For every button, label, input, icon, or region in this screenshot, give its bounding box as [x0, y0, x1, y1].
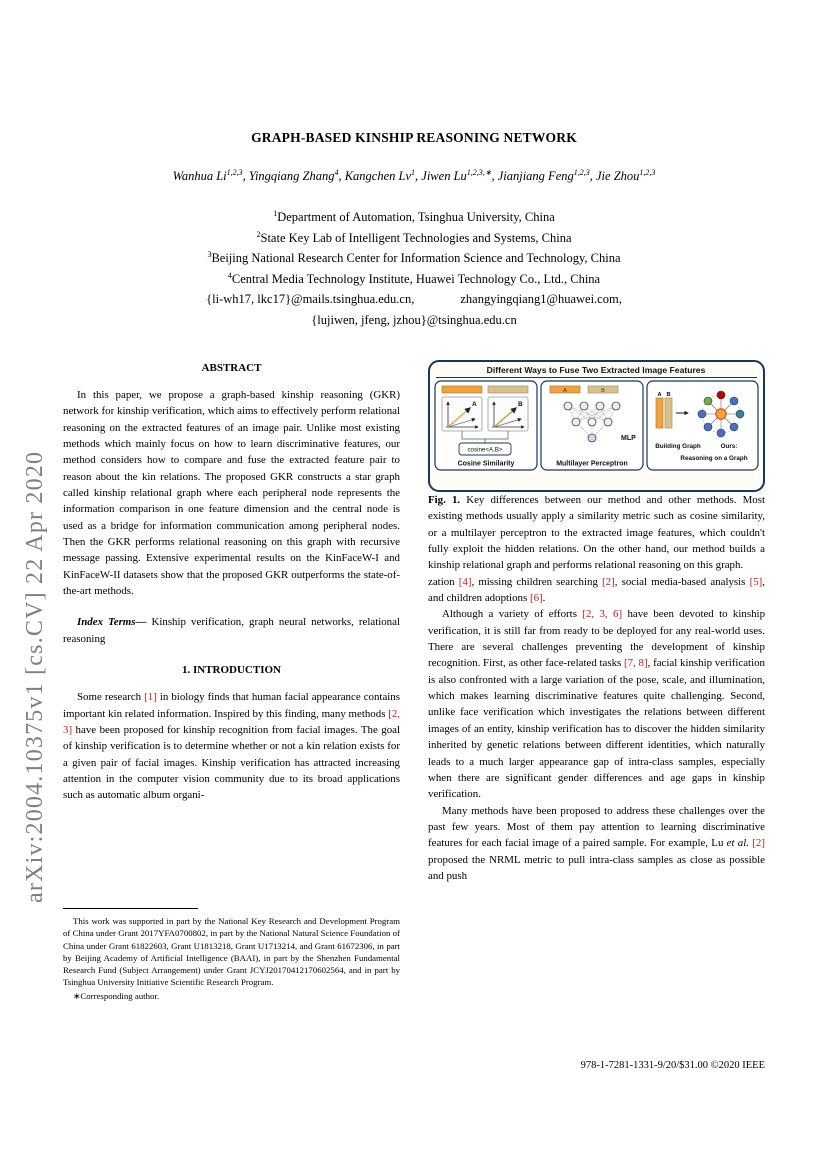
- intro-continued-paragraph: [428, 574, 765, 607]
- text-segment: Index Terms—: [77, 616, 147, 629]
- challenges-paragraph: [428, 606, 765, 802]
- graph-bar-b-label: B: [666, 392, 671, 398]
- footnote-text: This work was supported in part by the National Key Research and Development Program of China under Grant 2017YFA0700802, in part by the National Natural Science Foundation of China under Grant 61822603, Grant U1813218, Grant U1713214, and Grant 61672306, in part by Beijing Academy of Artificial Intelligence (BAAI), in part by the Shenzhen Fundamental Research Fund (Subject Arrangement) under Grant JCYJ20170412170602564, and in part by Tsinghua University Initiative Scientific Research Program.: [63, 916, 400, 988]
- building-graph-label: Building Graph: [655, 443, 701, 450]
- feature-bar-a: [656, 398, 663, 428]
- methods-paragraph: [428, 803, 765, 885]
- feature-bar-b: [665, 398, 672, 428]
- citation-link[interactable]: [4]: [458, 575, 472, 588]
- abstract-heading: ABSTRACT: [201, 362, 262, 374]
- text-segment: , missing children searching: [471, 575, 603, 588]
- reasoning-label: Reasoning on a Graph: [680, 455, 748, 462]
- text-segment: Many methods have been proposed to address these challenges over the past few years. Most of them pay attention to learning discriminative features for each facial image of a paired sample. For example, Lu: [428, 804, 765, 850]
- author-superscript: 1,2,3: [573, 167, 590, 177]
- feature-bar-a-label: A: [563, 388, 567, 394]
- citation-link[interactable]: [2]: [752, 837, 765, 850]
- feature-bar-b-label: B: [601, 388, 605, 394]
- author-superscript: 1,2,3: [639, 167, 656, 177]
- citation-link[interactable]: [1]: [144, 691, 157, 704]
- citation-link[interactable]: [2, 3, 6]: [582, 608, 623, 621]
- author-superscript: 1,2,3,∗: [466, 167, 492, 177]
- graph-central-node: [716, 409, 726, 419]
- text-segment: Fig. 1.: [428, 494, 461, 506]
- author-line: [40, 169, 788, 184]
- paper-title: GRAPH-BASED KINSHIP REASONING NETWORK: [251, 130, 577, 145]
- mlp-label: MLP: [621, 435, 636, 442]
- email-line: {li-wh17, lkc17}@mails.tsinghua.edu.cn, zhangyingqiang1@huawei.com,: [206, 292, 622, 306]
- graph-bar-a-label: A: [657, 392, 662, 398]
- author: Jie Zhou$^{1,2,3}$: [596, 167, 656, 183]
- affiliation-line: $^2$State Key Lab of Intelligent Technologies and Systems, China: [256, 229, 572, 245]
- text-segment: proposed the NRML metric to pull intra-class samples as close as possible and push: [428, 853, 765, 882]
- text-segment: , facial kinship verification is also confronted with a large variation of the pose, scale, and illumination, which makes learning discriminative features quite challenging. Second, unlike face verification which investigates the relations between different images of an entity, kinship verification has to discover the hidden similarity inherited by genetic relations between different identities, which naturally leads to a much larger appearance gap of intra-class samples, especially when there are significant gender differences and age gaps in kinship verification.: [428, 657, 766, 801]
- citation-link[interactable]: [2]: [602, 575, 615, 588]
- text-segment: , social media-based analysis: [614, 575, 750, 588]
- footnote-rule: [63, 908, 198, 909]
- arxiv-watermark: arXiv:2004.10375v1 [cs.CV] 22 Apr 2020: [22, 450, 48, 903]
- affiliation-line: $^3$Beijing National Research Center for Information Science and Technology, China: [207, 249, 621, 265]
- author-superscript: 1,2,3: [226, 167, 243, 177]
- text-segment: Some research: [77, 691, 145, 704]
- citation-link[interactable]: [2, 3]: [63, 707, 400, 736]
- text-segment: zation: [428, 575, 459, 588]
- affiliation-line: $^4$Central Media Technology Institute, Huawei Technology Co., Ltd., China: [227, 270, 601, 286]
- cosine-box-label: cosine<A,B>: [467, 446, 503, 454]
- text-segment: .: [542, 592, 546, 605]
- panel-cosine-label: Cosine Similarity: [457, 460, 515, 468]
- ours-label: Ours:: [720, 443, 738, 450]
- panel-graph: [647, 381, 758, 470]
- section-heading-introduction: 1. INTRODUCTION: [181, 664, 281, 677]
- right-column: [428, 360, 765, 884]
- text-segment: have been devoted to kinship verification, it is still far from ready to be deployed for any real-world uses. There are several challenges preventing the development of kinship recognition. First, as other face-related tasks: [428, 608, 766, 670]
- text-segment: have been proposed for kinship recognition from facial images. The goal of kinship verification is to determine whether or not a kin relation exists for a given pair of facial images. Kinship verification has attracted increasing attention in the computer vision community due to its broad applications such as automatic album organi-: [63, 723, 400, 802]
- author: Wanhua Li$^{1,2,3}$,: [172, 167, 249, 183]
- panel-cosine-similarity: [435, 381, 537, 470]
- text-segment: Kinship verification, graph neural networks, relational reasoning: [63, 616, 400, 645]
- author: Jianjiang Feng$^{1,2,3}$,: [497, 167, 596, 183]
- copyright-notice: 978-1-7281-1331-9/20/$31.00 ©2020 IEEE: [580, 1060, 765, 1071]
- figure-header: Different Ways to Fuse Two Extracted Image Features: [486, 365, 706, 375]
- figure-1: [428, 360, 765, 492]
- footnote: [63, 908, 400, 1002]
- panel-mlp: [541, 381, 643, 470]
- email-line: {lujiwen, jfeng, jzhou}@tsinghua.edu.cn: [311, 312, 517, 327]
- feature-bar-a: [442, 386, 482, 393]
- text-segment: in biology finds that human facial appearance contains important kin related information. Inspired by this finding, many methods: [63, 691, 400, 720]
- abstract-text: In this paper, we propose a graph-based kinship reasoning (GKR) network for kinship verification, which aims to effectively perform relational reasoning on the extracted features of an image pair. Unlike most existing methods which mainly focus on how to learn discriminative features, our method considers how to compare and fuse the extracted feature pair to reason about the kin relations. The proposed GKR constructs a star graph called kinship relational graph where each peripheral node represents the information comparison in one feature dimension and the central node is used as a bridge for information communication among peripheral nodes. Then the GKR performs relational reasoning on this graph with recursive message passing. Extensive experimental results on the KinFaceW-I and KinFaceW-II datasets show that the proposed GKR outperforms the state-of-the-art methods.: [63, 389, 400, 598]
- index-terms: [63, 614, 400, 647]
- author-superscript: 1: [411, 167, 416, 177]
- citation-link[interactable]: [5]: [749, 575, 763, 588]
- citation-link[interactable]: [6]: [529, 592, 543, 605]
- author-superscript: 4: [334, 167, 339, 177]
- corresponding-author-note: ∗Corresponding author.: [73, 990, 160, 1001]
- author: Jiwen $Lu^{1,2,3,∗}$,: [421, 167, 498, 183]
- text-segment: , and children adoptions: [428, 575, 765, 605]
- left-column: [63, 362, 400, 804]
- author: Kangchen Lv$^1$,: [344, 167, 422, 183]
- text-segment: et al.: [726, 837, 749, 850]
- affiliation-line: $^1$Department of Automation, Tsinghua University, China: [273, 208, 555, 224]
- text-segment: Although a variety of efforts: [442, 608, 583, 621]
- text-segment: Key differences between our method and other methods. Most existing methods usually apply a similarity metric such as cosine similarity, or a multilayer perceptron to the extracted image features, which couldn't fully exploit the hidden relations. On the other hand, our method builds a kinship relational graph and performs relational reasoning on this graph.: [428, 494, 765, 572]
- feature-bar-b: [488, 386, 528, 393]
- vector-b-label: B: [518, 401, 523, 408]
- figure-caption: [428, 492, 765, 574]
- panel-mlp-label: Multilayer Perceptron: [556, 460, 628, 468]
- citation-link[interactable]: [7, 8]: [624, 657, 648, 670]
- vector-a-label: A: [472, 401, 477, 408]
- intro-paragraph: [63, 689, 400, 803]
- author: Yingqiang Zhang$^4$,: [248, 167, 345, 183]
- affiliations: [63, 207, 765, 330]
